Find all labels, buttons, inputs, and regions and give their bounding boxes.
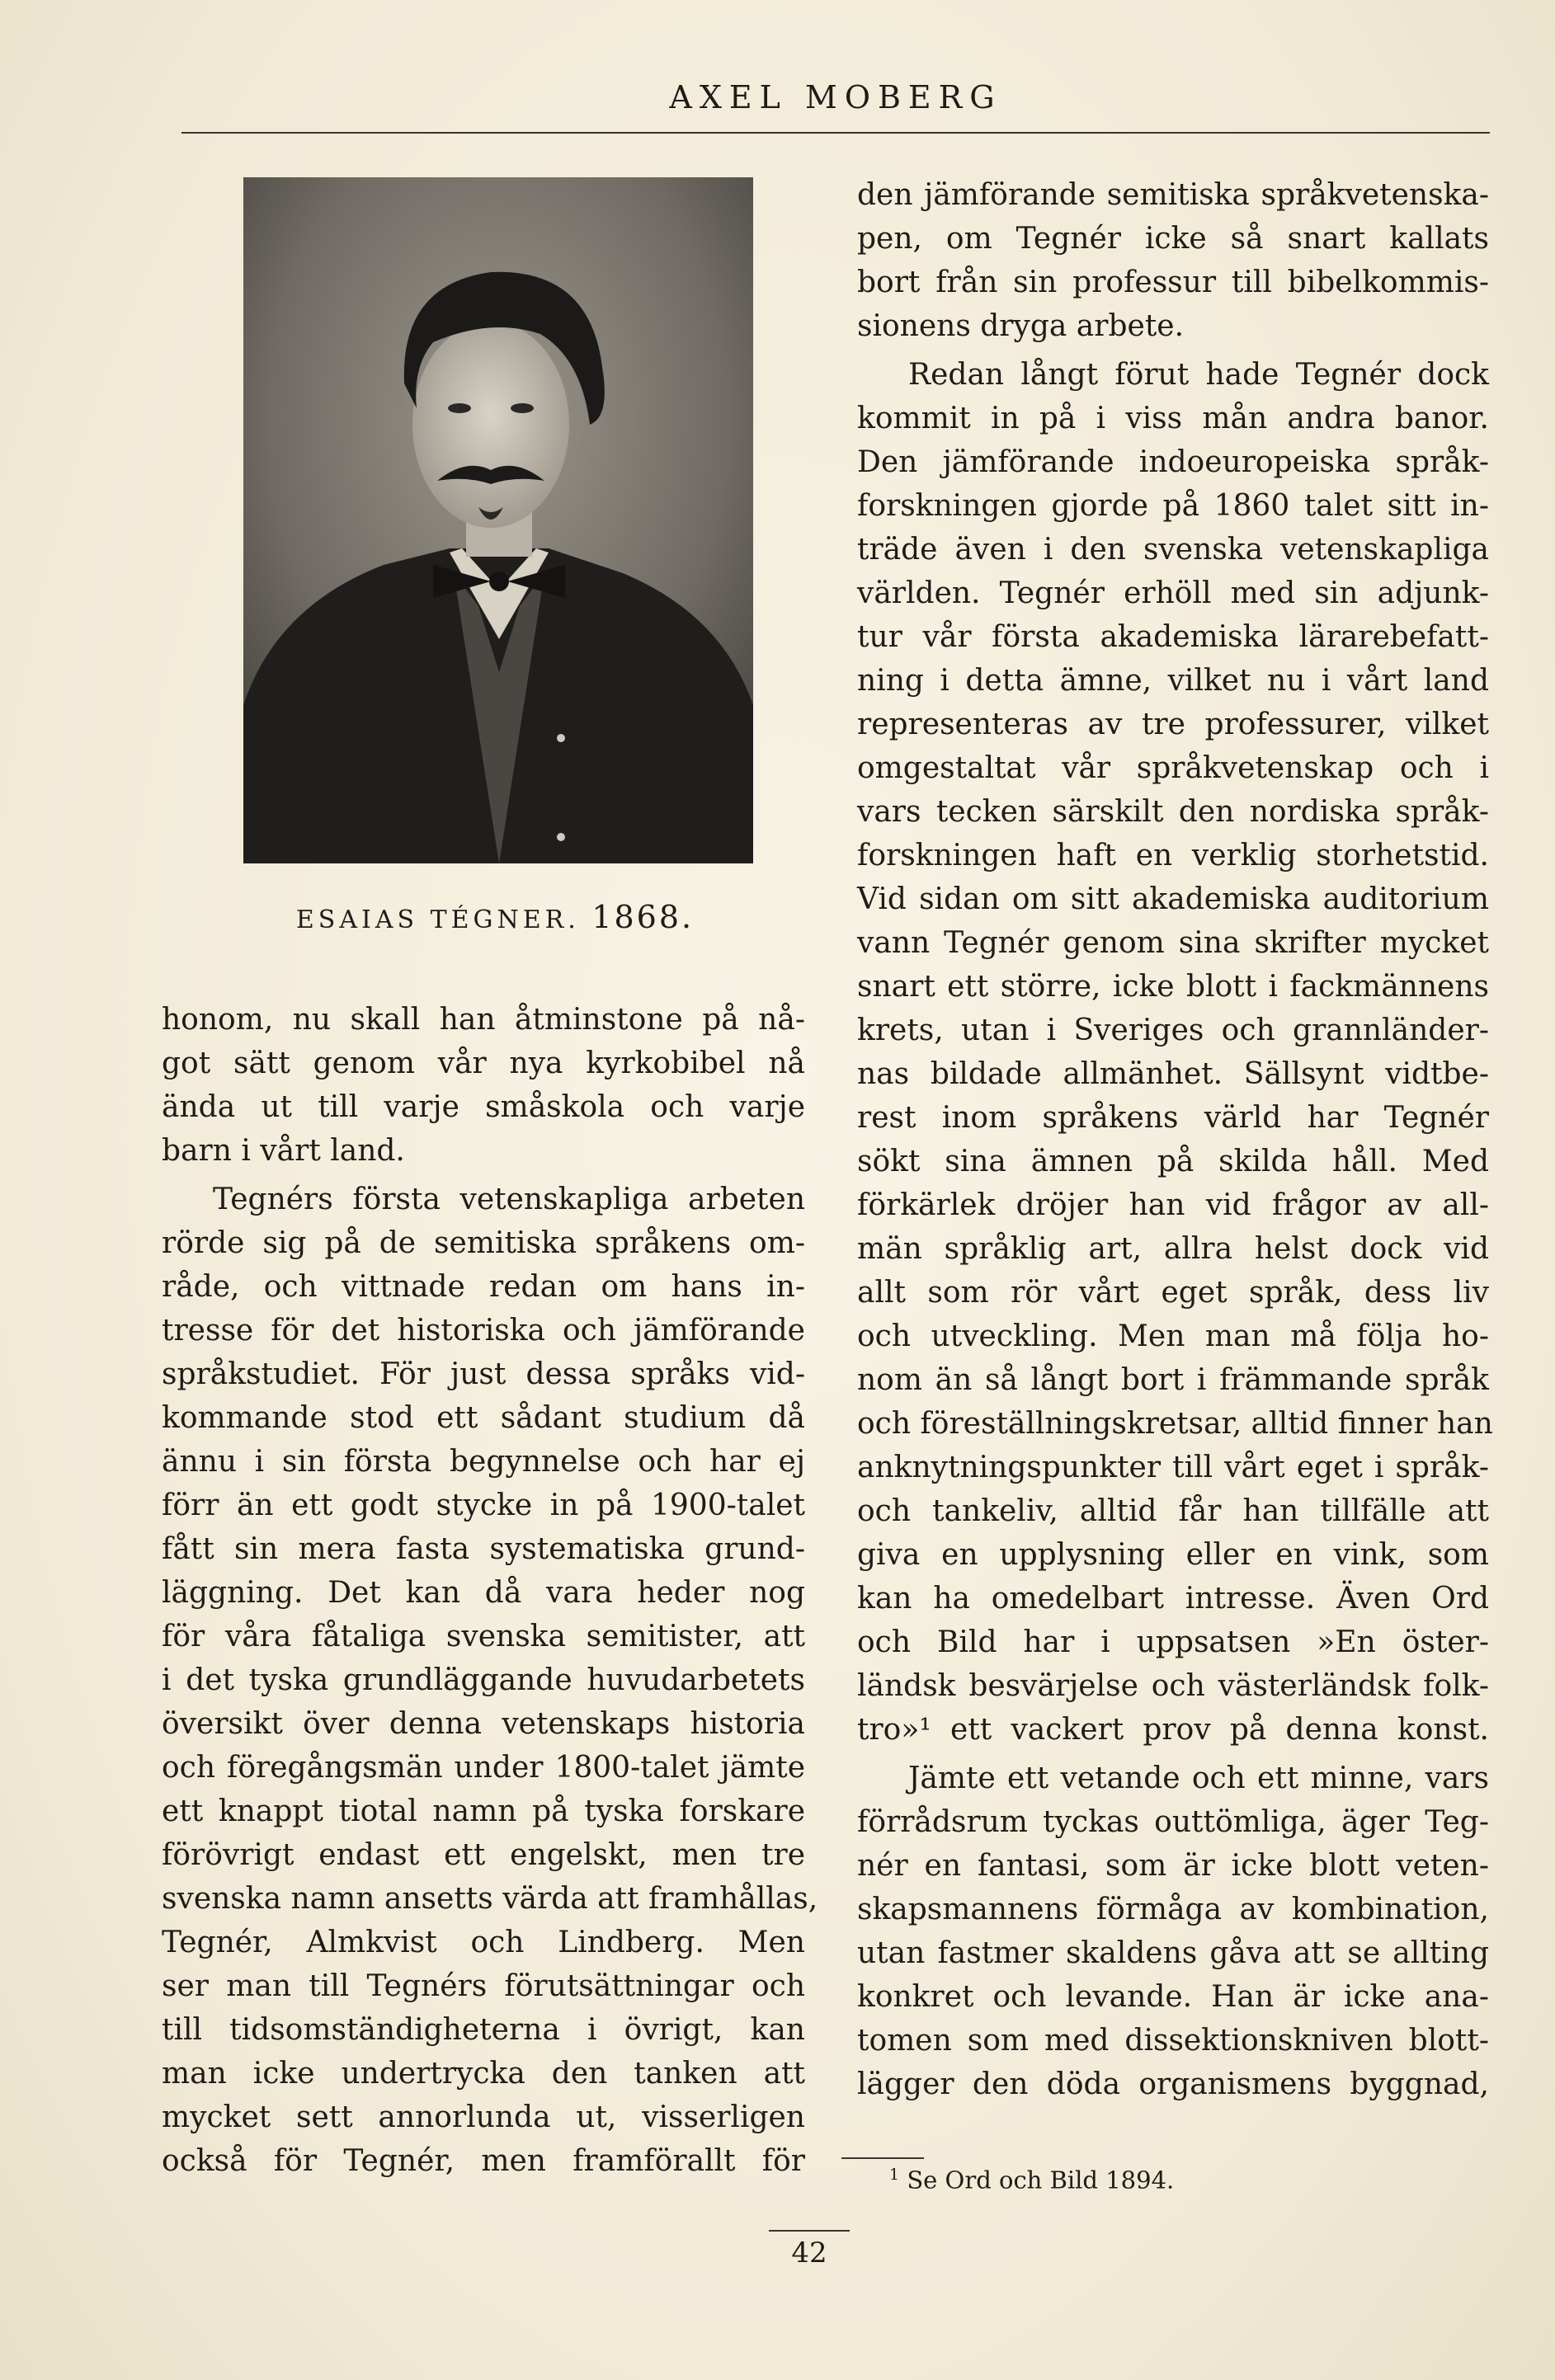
footnote-rule [841,2157,924,2159]
text-line: sökt sina ämnen på skilda håll. Med [857,1145,1489,1178]
text-line: Den jämförande indoeuropeiska språk- [857,445,1489,479]
text-line: representeras av tre professurer, vilket [857,708,1489,741]
text-line: i det tyska grundläggande huvudarbetets [162,1663,805,1697]
text-line: Redan långt förut hade Tegnér dock [908,358,1489,392]
text-line: anknytningspunkter till vårt eget i språk- [857,1451,1489,1484]
text-line: kommit in på i viss mån andra banor. [857,402,1489,435]
text-line: Tegnér, Almkvist och Lindberg. Men [162,1926,805,1959]
text-line: skapsmannens förmåga av kombination, [857,1893,1489,1926]
text-line: tresse för det historiska och jämförande [162,1314,805,1348]
text-line: tomen som med dissektionskniven blott- [857,2024,1489,2058]
text-line: världen. Tegnér erhöll med sin adjunk- [857,576,1489,610]
running-header: AXEL MOBERG [669,79,1002,115]
text-line: förkärlek dröjer han vid frågor av all- [857,1188,1489,1222]
text-line: och utveckling. Men man må följa ho- [857,1319,1489,1353]
text-line: förr än ett godt stycke in på 1900-talet [162,1489,805,1522]
right-text-column [857,173,1493,2106]
text-line: tur vår första akademiska lärarebefatt- [857,620,1489,654]
text-line: råde, och vittnade redan om hans in- [162,1270,805,1304]
text-line: Jämte ett vetande och ett minne, vars [908,1761,1489,1795]
text-line: läggning. Det kan då vara heder nog [162,1576,805,1610]
text-line: ser man till Tegnérs förutsättningar och [162,1969,805,2003]
text-line: också för Tegnér, men framförallt för [162,2144,805,2178]
text-line: och föregångsmän under 1800-talet jämte [162,1751,805,1785]
text-line: språkstudiet. För just dessa språks vid- [162,1357,805,1391]
text-line: tro»¹ ett vackert prov på denna konst. [857,1713,1489,1747]
text-line: träde även i den svenska vetenskapliga [857,533,1489,567]
text-line: ländsk besvärjelse och västerländsk folk- [857,1669,1489,1703]
text-line: honom, nu skall han åtminstone på nå- [162,1003,805,1037]
text-line: och Bild har i uppsatsen »En öster- [857,1625,1489,1659]
portrait-caption [181,899,808,935]
text-line: män språklig art, allra helst dock vid [857,1232,1489,1266]
text-line: rest inom språkens värld har Tegnér [857,1101,1489,1135]
text-line: till tidsomständigheterna i övrigt, kan [162,2013,805,2047]
text-line: och föreställningskretsar, alltid finner han [857,1407,1493,1441]
caption-name: ESAIAS TÉGNER. [295,905,580,934]
text-line: vann Tegnér genom sina skrifter mycket [857,926,1489,960]
text-line: nas bildade allmänhet. Sällsynt vidtbe- [857,1057,1489,1091]
text-line: för våra fåtaliga svenska semitister, att [162,1620,805,1653]
text-line: ett knappt tiotal namn på tyska forskare [162,1794,805,1828]
text-line: Vid sidan om sitt akademiska auditorium [857,882,1489,916]
text-line: got sätt genom vår nya kyrkobibel nå [162,1047,805,1080]
text-line: kan ha omedelbart intresse. Även Ord [857,1582,1489,1616]
portrait-image [243,177,753,863]
text-line: forskningen haft en verklig storhetstid. [857,839,1489,873]
text-line: rörde sig på de semitiska språkens om- [162,1226,805,1260]
text-line: förrådsrum tyckas outtömliga, äger Teg- [857,1805,1489,1839]
header-rule [181,132,1490,134]
text-line: barn i vårt land. [162,1134,405,1168]
text-line: kommande stod ett sådant studium då [162,1401,805,1435]
footnote-text: Se Ord och Bild 1894. [907,2166,1175,2194]
text-line: svenska namn ansetts värda att framhållas, [162,1882,818,1916]
text-line: giva en upplysning eller en vink, som [857,1538,1489,1572]
caption-year: 1868. [591,899,695,935]
page-number-rule [769,2230,850,2232]
text-line: förövrigt endast ett engelskt, men tre [162,1838,805,1872]
left-text-column [162,998,818,2183]
footnote [889,2166,1174,2194]
text-line: krets, utan i Sveriges och grannländer- [857,1014,1489,1047]
text-line: omgestaltat vår språkvetenskap och i [857,751,1489,785]
text-line: nér en fantasi, som är icke blott veten- [857,1849,1489,1883]
text-line: fått sin mera fasta systematiska grund- [162,1532,805,1566]
text-line: konkret och levande. Han är icke ana- [857,1980,1489,2014]
text-line: nom än så långt bort i främmande språk [857,1363,1489,1397]
text-line: man icke undertrycka den tanken att [162,2057,805,2091]
portrait-photo [243,177,753,863]
text-line: mycket sett annorlunda ut, visserligen [162,2100,805,2134]
text-line: allt som rör vårt eget språk, dess liv [857,1276,1489,1310]
text-line: sionens dryga arbete. [857,309,1185,343]
text-line: pen, om Tegnér icke så snart kallats [857,222,1489,256]
text-line: ända ut till varje småskola och varje [162,1090,805,1124]
text-line: vars tecken särskilt den nordiska språk- [857,795,1489,829]
text-line: översikt över denna vetenskaps historia [162,1707,805,1741]
text-line: ning i detta ämne, vilket nu i vårt land [857,664,1489,698]
page-number: 42 [791,2237,827,2269]
text-line: och tankeliv, alltid får han tillfälle att [857,1494,1489,1528]
text-line: bort från sin professur till bibelkommis- [857,266,1489,299]
text-line: ännu i sin första begynnelse och har ej [162,1445,805,1479]
footnote-marker: 1 [889,2166,900,2184]
text-line: forskningen gjorde på 1860 talet sitt in- [857,489,1489,523]
text-line: Tegnérs första vetenskapliga arbeten [213,1183,805,1216]
text-line: den jämförande semitiska språkvetenska- [857,178,1489,212]
text-line: lägger den döda organismens byggnad, [857,2067,1489,2101]
text-line: snart ett större, icke blott i fackmännens [857,970,1489,1004]
text-line: utan fastmer skaldens gåva att se allting [857,1936,1489,1970]
